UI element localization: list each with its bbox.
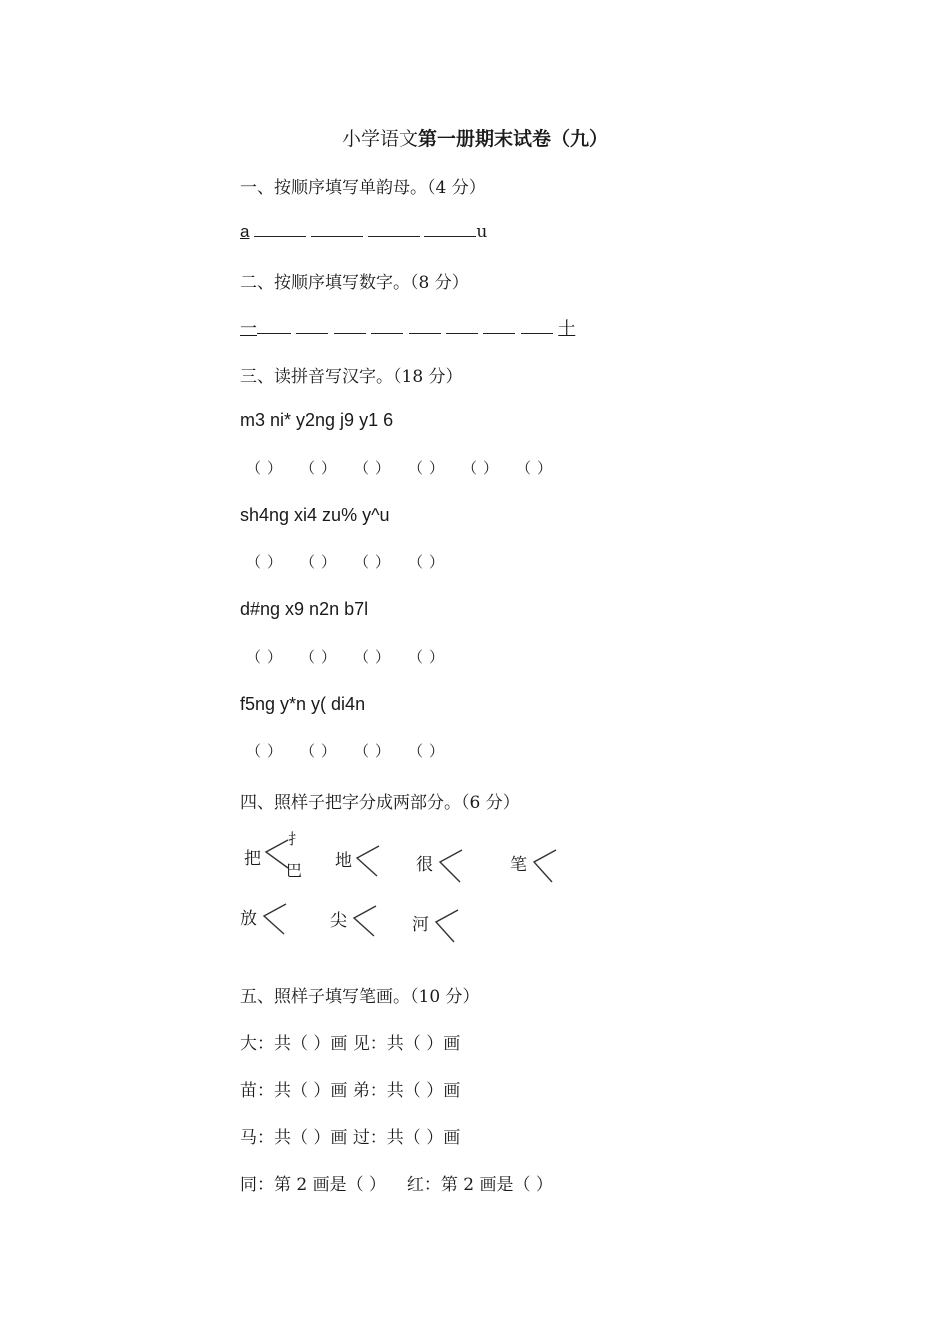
title-plain: 小学语文 bbox=[341, 128, 418, 150]
answer-paren[interactable]: （） bbox=[408, 648, 451, 666]
example-char: 把 bbox=[244, 849, 261, 869]
answer-paren[interactable]: （） bbox=[300, 648, 343, 666]
stroke-item[interactable]: 同：第 2 画是（ ） bbox=[240, 1175, 387, 1195]
blank[interactable] bbox=[368, 220, 420, 237]
answer-paren[interactable]: （） bbox=[246, 459, 289, 477]
answer-paren[interactable]: （） bbox=[246, 553, 289, 571]
blank[interactable] bbox=[311, 220, 363, 237]
blank[interactable] bbox=[334, 317, 366, 334]
blank[interactable] bbox=[424, 220, 476, 237]
blank[interactable] bbox=[446, 317, 478, 334]
stroke-item[interactable]: 见：共（ ）画 bbox=[352, 1034, 461, 1054]
split-bracket-icon bbox=[510, 846, 560, 886]
split-bracket-icon bbox=[330, 902, 380, 942]
split-char: 河 bbox=[412, 915, 429, 935]
answer-paren[interactable]: （） bbox=[246, 648, 289, 666]
split-item bbox=[240, 900, 290, 940]
section-2-heading: 二、按顺序填写数字。（8 分） bbox=[240, 273, 469, 293]
paren-row-4 bbox=[246, 740, 462, 761]
pinyin-row-3: d#ng x9 n2n b7l bbox=[240, 599, 369, 619]
section-4-heading: 四、照样子把字分成两部分。（6 分） bbox=[240, 793, 520, 813]
stroke-item[interactable]: 苗：共（ ）画 bbox=[240, 1081, 348, 1101]
split-bracket-icon bbox=[416, 846, 466, 886]
paren-row-2 bbox=[246, 551, 462, 572]
blank[interactable] bbox=[257, 317, 291, 334]
stroke-item[interactable]: 过：共（ ）画 bbox=[352, 1128, 461, 1148]
pinyin-row-2: sh4ng xi4 zu% y^u bbox=[240, 505, 390, 525]
pinyin-row-1: m3 ni* y2ng j9 y1 6 bbox=[240, 410, 394, 430]
answer-paren[interactable]: （） bbox=[354, 553, 397, 571]
section-3-heading: 三、读拼音写汉字。（18 分） bbox=[240, 367, 463, 387]
split-char: 放 bbox=[240, 909, 257, 929]
stroke-row-1 bbox=[240, 1029, 460, 1054]
stroke-item[interactable]: 红：第 2 画是（ ） bbox=[406, 1175, 553, 1195]
split-char: 笔 bbox=[510, 855, 527, 875]
split-bracket-icon bbox=[412, 906, 462, 946]
vowel-first: a bbox=[240, 222, 250, 241]
example-part-2: 巴 bbox=[286, 861, 303, 880]
split-char: 尖 bbox=[330, 911, 347, 931]
paren-row-3 bbox=[246, 646, 462, 667]
answer-paren[interactable]: （） bbox=[408, 553, 451, 571]
answer-paren[interactable]: （） bbox=[300, 742, 343, 760]
split-char: 很 bbox=[416, 855, 433, 875]
split-example bbox=[244, 828, 314, 884]
answer-paren[interactable]: （） bbox=[246, 742, 289, 760]
stroke-row-2 bbox=[240, 1076, 460, 1101]
title-bold: 第一册期末试卷（九） bbox=[418, 128, 609, 150]
answer-paren[interactable]: （） bbox=[300, 553, 343, 571]
answer-paren[interactable]: （） bbox=[354, 459, 397, 477]
section-1-heading: 一、按顺序填写单韵母。（4 分） bbox=[240, 178, 486, 198]
section-5-heading: 五、照样子填写笔画。（10 分） bbox=[240, 987, 480, 1007]
section-2-blanks bbox=[240, 314, 575, 339]
split-item bbox=[330, 902, 380, 942]
page-title bbox=[0, 124, 950, 151]
blank[interactable] bbox=[371, 317, 403, 334]
answer-paren[interactable]: （） bbox=[462, 459, 505, 477]
example-part-1: 扌 bbox=[288, 830, 304, 848]
blank[interactable] bbox=[521, 317, 553, 334]
blank[interactable] bbox=[254, 220, 306, 237]
blank[interactable] bbox=[483, 317, 515, 334]
blank[interactable] bbox=[296, 317, 328, 334]
split-bracket-icon bbox=[240, 900, 290, 940]
split-item bbox=[416, 846, 466, 886]
number-first: 一 bbox=[240, 319, 257, 339]
split-char: 地 bbox=[335, 851, 352, 871]
split-bracket-icon bbox=[335, 842, 385, 882]
pinyin-row-4: f5ng y*n y( di4n bbox=[240, 694, 366, 714]
answer-paren[interactable]: （） bbox=[408, 742, 451, 760]
paren-row-1 bbox=[246, 457, 570, 478]
answer-paren[interactable]: （） bbox=[354, 742, 397, 760]
split-item bbox=[510, 846, 560, 886]
split-bracket-icon bbox=[244, 828, 314, 884]
split-item bbox=[412, 906, 462, 946]
stroke-item[interactable]: 弟：共（ ）画 bbox=[352, 1081, 461, 1101]
stroke-item[interactable]: 马：共（ ）画 bbox=[240, 1128, 348, 1148]
vowel-last: u bbox=[476, 222, 488, 242]
answer-paren[interactable]: （） bbox=[354, 648, 397, 666]
split-item bbox=[335, 842, 385, 882]
section-1-blanks bbox=[240, 220, 487, 242]
answer-paren[interactable]: （） bbox=[408, 459, 451, 477]
answer-paren[interactable]: （） bbox=[516, 459, 559, 477]
stroke-row-3 bbox=[240, 1123, 460, 1148]
number-last: 十 bbox=[558, 319, 576, 339]
stroke-row-4 bbox=[240, 1170, 553, 1195]
answer-paren[interactable]: （） bbox=[300, 459, 343, 477]
stroke-item[interactable]: 大：共（ ）画 bbox=[240, 1034, 348, 1054]
blank[interactable] bbox=[409, 317, 441, 334]
